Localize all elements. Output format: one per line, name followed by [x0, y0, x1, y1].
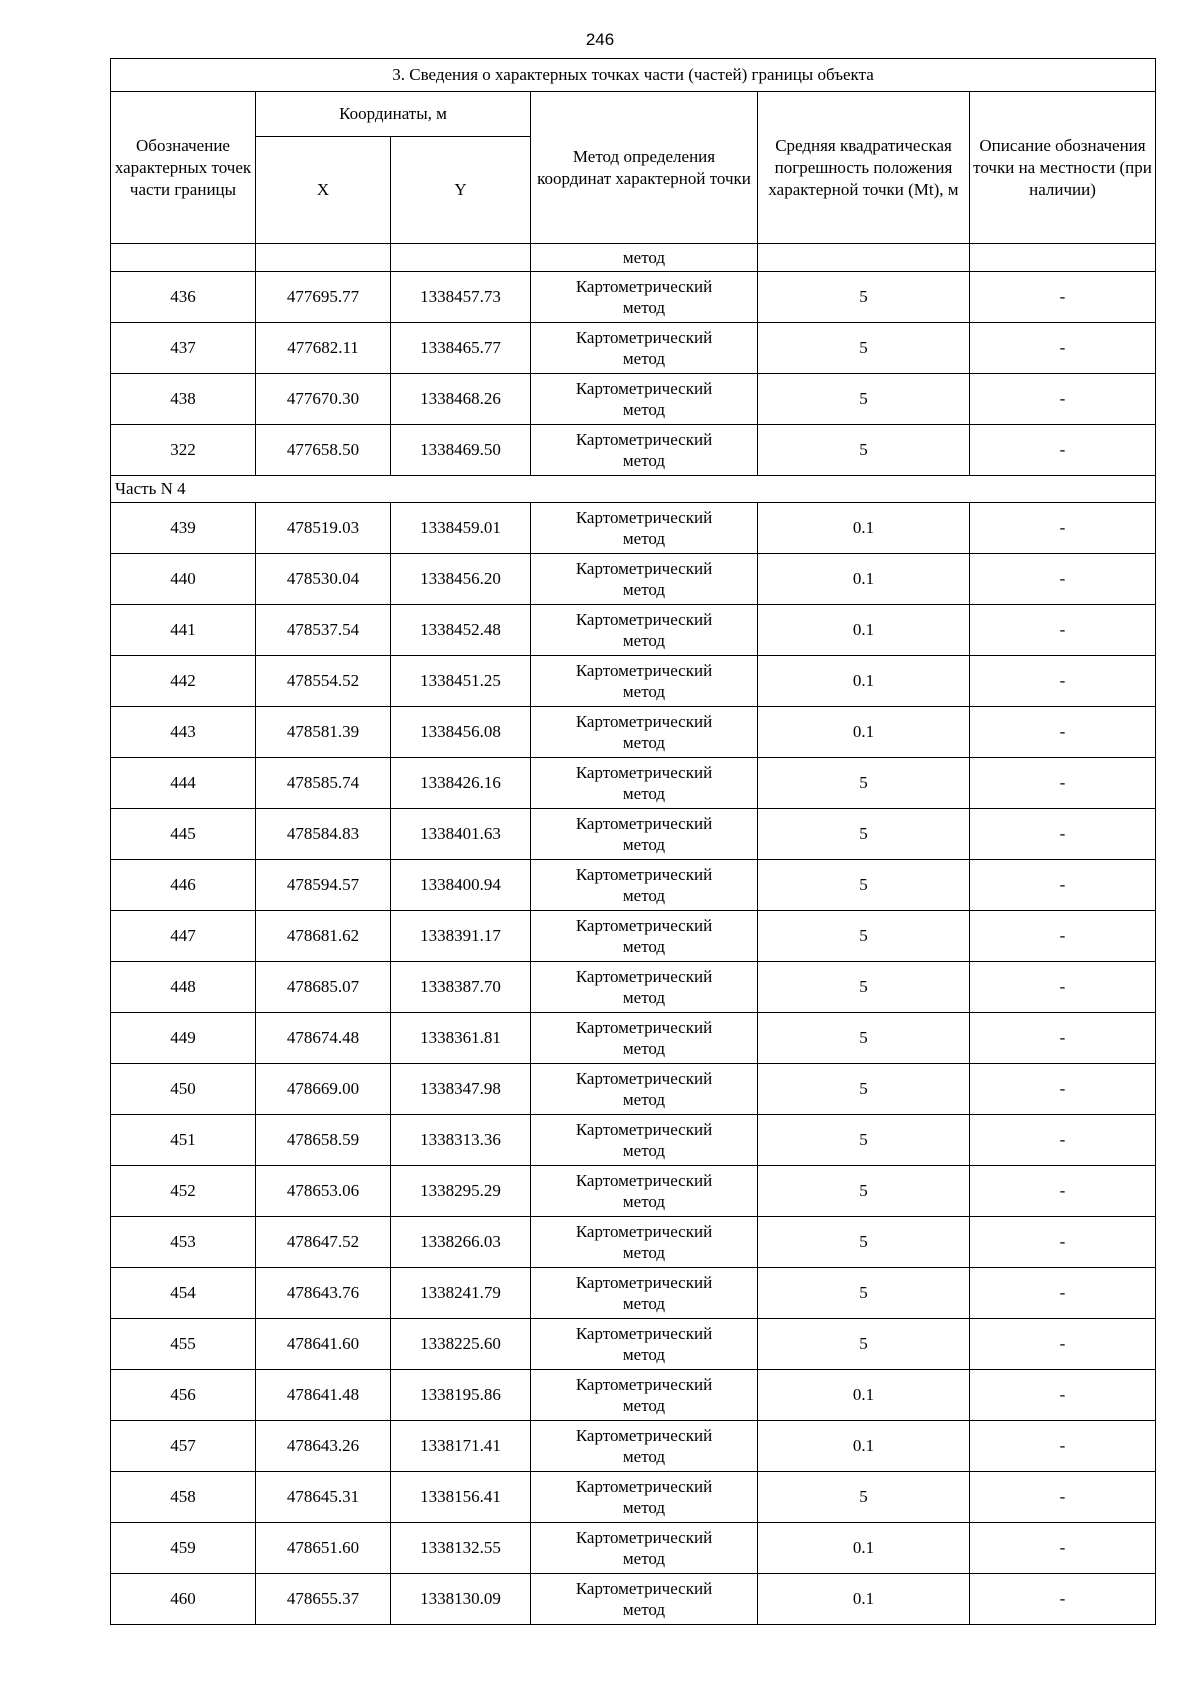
cell-error: 0.1 — [758, 1523, 970, 1574]
table-row — [111, 323, 1156, 374]
method-line: метод — [622, 580, 666, 599]
cell-description: - — [970, 656, 1156, 707]
cell-point: 458 — [111, 1472, 256, 1523]
cell-error: 0.1 — [758, 1574, 970, 1625]
cell-description: - — [970, 1064, 1156, 1115]
table-row — [111, 272, 1156, 323]
cell-error: 5 — [758, 860, 970, 911]
cell-error: 5 — [758, 1319, 970, 1370]
cell-error: 5 — [758, 1472, 970, 1523]
cell-method — [531, 1064, 758, 1115]
cell-description: - — [970, 425, 1156, 476]
table-row — [111, 1013, 1156, 1064]
table-row — [111, 1523, 1156, 1574]
cell-point: 436 — [111, 272, 256, 323]
cell-point: 441 — [111, 605, 256, 656]
method-line: Картометрический — [575, 1222, 713, 1241]
cell-method — [531, 911, 758, 962]
cell-description: - — [970, 1370, 1156, 1421]
cell-empty — [111, 244, 256, 272]
method-line: Картометрический — [575, 967, 713, 986]
cell-method — [531, 1421, 758, 1472]
cell-point: 448 — [111, 962, 256, 1013]
table-row — [111, 1319, 1156, 1370]
cell-y: 1338456.08 — [391, 707, 531, 758]
cell-point: 437 — [111, 323, 256, 374]
table-row — [111, 1472, 1156, 1523]
table-body — [111, 244, 1156, 1625]
cell-error: 0.1 — [758, 554, 970, 605]
cell-x: 478647.52 — [256, 1217, 391, 1268]
cell-y: 1338452.48 — [391, 605, 531, 656]
cell-y: 1338387.70 — [391, 962, 531, 1013]
cell-x: 478651.60 — [256, 1523, 391, 1574]
cell-point: 440 — [111, 554, 256, 605]
cell-method — [531, 503, 758, 554]
cell-point: 455 — [111, 1319, 256, 1370]
cell-method — [531, 1166, 758, 1217]
cell-description: - — [970, 1166, 1156, 1217]
cell-x: 478585.74 — [256, 758, 391, 809]
cell-description: - — [970, 1472, 1156, 1523]
cell-y: 1338347.98 — [391, 1064, 531, 1115]
cell-method — [531, 272, 758, 323]
cell-method — [531, 707, 758, 758]
cell-x: 477682.11 — [256, 323, 391, 374]
method-line: метод — [622, 988, 666, 1007]
cell-method — [531, 1115, 758, 1166]
cell-x: 477658.50 — [256, 425, 391, 476]
cell-error: 5 — [758, 758, 970, 809]
table-title: 3. Сведения о характерных точках части (частей) границы объекта — [111, 59, 1156, 92]
cell-point: 457 — [111, 1421, 256, 1472]
cell-point: 443 — [111, 707, 256, 758]
method-line: метод — [622, 631, 666, 650]
cell-description: - — [970, 605, 1156, 656]
cell-description: - — [970, 1115, 1156, 1166]
cell-error: 0.1 — [758, 1421, 970, 1472]
cell-description: - — [970, 1268, 1156, 1319]
method-line: Картометрический — [575, 661, 713, 680]
method-line: метод — [622, 400, 666, 419]
cell-description: - — [970, 503, 1156, 554]
cell-description: - — [970, 809, 1156, 860]
method-line: Картометрический — [575, 865, 713, 884]
table-row — [111, 860, 1156, 911]
cell-empty — [256, 244, 391, 272]
table-row — [111, 1268, 1156, 1319]
cell-error: 5 — [758, 1268, 970, 1319]
page-number: 246 — [585, 30, 615, 49]
method-line: метод — [622, 1549, 666, 1568]
cell-x: 478643.26 — [256, 1421, 391, 1472]
cell-method — [531, 554, 758, 605]
cell-point: 446 — [111, 860, 256, 911]
cell-method — [531, 758, 758, 809]
cell-x: 478674.48 — [256, 1013, 391, 1064]
cell-y: 1338171.41 — [391, 1421, 531, 1472]
header-x: X — [256, 137, 391, 244]
cell-method — [531, 1370, 758, 1421]
method-line: Картометрический — [575, 712, 713, 731]
cell-x: 478530.04 — [256, 554, 391, 605]
method-line: метод — [622, 451, 666, 470]
header-point: Обозначение характерных точек части границы — [111, 92, 256, 244]
header-y: Y — [391, 137, 531, 244]
method-line: Картометрический — [575, 1324, 713, 1343]
cell-x: 478581.39 — [256, 707, 391, 758]
method-line: метод — [622, 937, 666, 956]
cell-x: 478681.62 — [256, 911, 391, 962]
method-line: метод — [622, 1192, 666, 1211]
method-line: метод — [622, 1498, 666, 1517]
boundary-points-table — [110, 58, 1156, 1625]
cell-empty — [970, 244, 1156, 272]
cell-x: 478641.60 — [256, 1319, 391, 1370]
cell-x: 478519.03 — [256, 503, 391, 554]
method-line: Картометрический — [575, 916, 713, 935]
cell-method — [531, 1472, 758, 1523]
cell-y: 1338465.77 — [391, 323, 531, 374]
method-line: Картометрический — [575, 1579, 713, 1598]
cell-method — [531, 860, 758, 911]
cell-y: 1338156.41 — [391, 1472, 531, 1523]
method-line: Картометрический — [575, 277, 713, 296]
cell-point: 438 — [111, 374, 256, 425]
table-row — [111, 758, 1156, 809]
cell-description: - — [970, 323, 1156, 374]
cell-method — [531, 656, 758, 707]
cell-point: 444 — [111, 758, 256, 809]
header-error: Средняя квадратическая погрешность положения характерной точки (Mt), м — [758, 92, 970, 244]
cell-y: 1338469.50 — [391, 425, 531, 476]
table-row — [111, 425, 1156, 476]
cell-description: - — [970, 707, 1156, 758]
cell-point: 439 — [111, 503, 256, 554]
table-row — [111, 1370, 1156, 1421]
cell-error: 5 — [758, 911, 970, 962]
cell-y: 1338130.09 — [391, 1574, 531, 1625]
table-row — [111, 962, 1156, 1013]
method-line: Картометрический — [575, 430, 713, 449]
cell-error: 0.1 — [758, 707, 970, 758]
method-line: метод — [622, 886, 666, 905]
cell-method — [531, 374, 758, 425]
cell-point: 449 — [111, 1013, 256, 1064]
method-line: Картометрический — [575, 1018, 713, 1037]
cell-description: - — [970, 374, 1156, 425]
cell-method — [531, 1013, 758, 1064]
cell-point: 456 — [111, 1370, 256, 1421]
table-row — [111, 1574, 1156, 1625]
cell-point: 453 — [111, 1217, 256, 1268]
method-line: метод — [622, 784, 666, 803]
part-label-row — [111, 476, 1156, 503]
cell-y: 1338225.60 — [391, 1319, 531, 1370]
cell-x: 477695.77 — [256, 272, 391, 323]
cell-error: 5 — [758, 1115, 970, 1166]
method-line: метод — [622, 349, 666, 368]
method-line: метод — [622, 1396, 666, 1415]
cell-x: 477670.30 — [256, 374, 391, 425]
cell-error: 0.1 — [758, 605, 970, 656]
cell-error: 5 — [758, 809, 970, 860]
cell-point: 451 — [111, 1115, 256, 1166]
method-line: метод — [622, 298, 666, 317]
table-row — [111, 809, 1156, 860]
cell-method — [531, 425, 758, 476]
method-line: метод — [622, 1345, 666, 1364]
cell-y: 1338400.94 — [391, 860, 531, 911]
cell-x: 478643.76 — [256, 1268, 391, 1319]
table-row — [111, 911, 1156, 962]
cell-method — [531, 1574, 758, 1625]
cell-error: 0.1 — [758, 503, 970, 554]
cell-y: 1338241.79 — [391, 1268, 531, 1319]
cell-x: 478658.59 — [256, 1115, 391, 1166]
method-line: метод — [622, 1039, 666, 1058]
cell-error: 0.1 — [758, 656, 970, 707]
cell-method — [531, 1217, 758, 1268]
cell-y: 1338459.01 — [391, 503, 531, 554]
method-line: Картометрический — [575, 1426, 713, 1445]
table-row — [111, 374, 1156, 425]
cell-x: 478655.37 — [256, 1574, 391, 1625]
cell-point: 450 — [111, 1064, 256, 1115]
cell-error: 5 — [758, 1166, 970, 1217]
method-line: метод — [622, 529, 666, 548]
cell-point: 442 — [111, 656, 256, 707]
table-row — [111, 1166, 1156, 1217]
method-line: Картометрический — [575, 508, 713, 527]
cell-empty — [391, 244, 531, 272]
cell-y: 1338295.29 — [391, 1166, 531, 1217]
method-line: Картометрический — [575, 379, 713, 398]
cell-error: 5 — [758, 1013, 970, 1064]
cell-description: - — [970, 1217, 1156, 1268]
cell-x: 478653.06 — [256, 1166, 391, 1217]
method-line: метод — [622, 1090, 666, 1109]
cell-description: - — [970, 1319, 1156, 1370]
cell-error: 0.1 — [758, 1370, 970, 1421]
method-line: Картометрический — [575, 814, 713, 833]
cell-y: 1338468.26 — [391, 374, 531, 425]
cell-description: - — [970, 758, 1156, 809]
header-coordinates: Координаты, м — [256, 92, 531, 137]
header-method: Метод определения координат характерной точки — [531, 92, 758, 244]
table-row — [111, 1115, 1156, 1166]
cell-error: 5 — [758, 374, 970, 425]
cell-empty — [758, 244, 970, 272]
method-line: метод — [622, 682, 666, 701]
method-line: Картометрический — [575, 1477, 713, 1496]
method-line: Картометрический — [575, 328, 713, 347]
cell-error: 5 — [758, 1064, 970, 1115]
table-row — [111, 656, 1156, 707]
cell-description: - — [970, 1523, 1156, 1574]
cell-y: 1338132.55 — [391, 1523, 531, 1574]
method-line: Картометрический — [575, 610, 713, 629]
cell-point: 322 — [111, 425, 256, 476]
cell-point: 445 — [111, 809, 256, 860]
method-line: Картометрический — [575, 1273, 713, 1292]
cell-x: 478645.31 — [256, 1472, 391, 1523]
method-line: метод — [622, 1243, 666, 1262]
cell-description: - — [970, 1013, 1156, 1064]
method-line: метод — [622, 1600, 666, 1619]
cell-method — [531, 605, 758, 656]
cell-y: 1338457.73 — [391, 272, 531, 323]
cell-point: 459 — [111, 1523, 256, 1574]
method-line: Картометрический — [575, 763, 713, 782]
cell-description: - — [970, 911, 1156, 962]
cell-x: 478584.83 — [256, 809, 391, 860]
cell-description: - — [970, 1574, 1156, 1625]
method-line: Картометрический — [575, 1375, 713, 1394]
method-line: метод — [622, 1294, 666, 1313]
cell-point: 460 — [111, 1574, 256, 1625]
cell-method — [531, 1523, 758, 1574]
cell-x: 478594.57 — [256, 860, 391, 911]
method-line: Картометрический — [575, 1120, 713, 1139]
cell-y: 1338456.20 — [391, 554, 531, 605]
cell-error: 5 — [758, 1217, 970, 1268]
cell-description: - — [970, 860, 1156, 911]
cell-point: 447 — [111, 911, 256, 962]
cell-x: 478554.52 — [256, 656, 391, 707]
method-line: Картометрический — [575, 559, 713, 578]
cell-error: 5 — [758, 962, 970, 1013]
cell-method: метод — [531, 244, 758, 272]
cell-y: 1338426.16 — [391, 758, 531, 809]
method-line: Картометрический — [575, 1171, 713, 1190]
method-line: метод — [622, 1447, 666, 1466]
cell-method — [531, 962, 758, 1013]
continuation-row — [111, 244, 1156, 272]
table-row — [111, 1421, 1156, 1472]
cell-error: 5 — [758, 425, 970, 476]
table-row — [111, 1064, 1156, 1115]
table-row — [111, 707, 1156, 758]
cell-x: 478669.00 — [256, 1064, 391, 1115]
cell-error: 5 — [758, 323, 970, 374]
method-line: метод — [622, 733, 666, 752]
cell-y: 1338195.86 — [391, 1370, 531, 1421]
cell-description: - — [970, 272, 1156, 323]
cell-method — [531, 809, 758, 860]
method-line: Картометрический — [575, 1528, 713, 1547]
cell-method — [531, 323, 758, 374]
cell-x: 478537.54 — [256, 605, 391, 656]
cell-method — [531, 1319, 758, 1370]
table-row — [111, 503, 1156, 554]
cell-y: 1338391.17 — [391, 911, 531, 962]
method-line: метод — [622, 1141, 666, 1160]
cell-x: 478641.48 — [256, 1370, 391, 1421]
cell-point: 454 — [111, 1268, 256, 1319]
cell-method — [531, 1268, 758, 1319]
table-row — [111, 605, 1156, 656]
method-line: Картометрический — [575, 1069, 713, 1088]
cell-y: 1338361.81 — [391, 1013, 531, 1064]
cell-description: - — [970, 962, 1156, 1013]
cell-y: 1338451.25 — [391, 656, 531, 707]
cell-x: 478685.07 — [256, 962, 391, 1013]
cell-description: - — [970, 1421, 1156, 1472]
part-label: Часть N 4 — [111, 476, 1156, 503]
cell-y: 1338401.63 — [391, 809, 531, 860]
cell-point: 452 — [111, 1166, 256, 1217]
cell-description: - — [970, 554, 1156, 605]
cell-y: 1338266.03 — [391, 1217, 531, 1268]
table-row — [111, 1217, 1156, 1268]
header-description: Описание обозначения точки на местности (при наличии) — [970, 92, 1156, 244]
cell-y: 1338313.36 — [391, 1115, 531, 1166]
method-line: метод — [622, 835, 666, 854]
cell-error: 5 — [758, 272, 970, 323]
table-row — [111, 554, 1156, 605]
